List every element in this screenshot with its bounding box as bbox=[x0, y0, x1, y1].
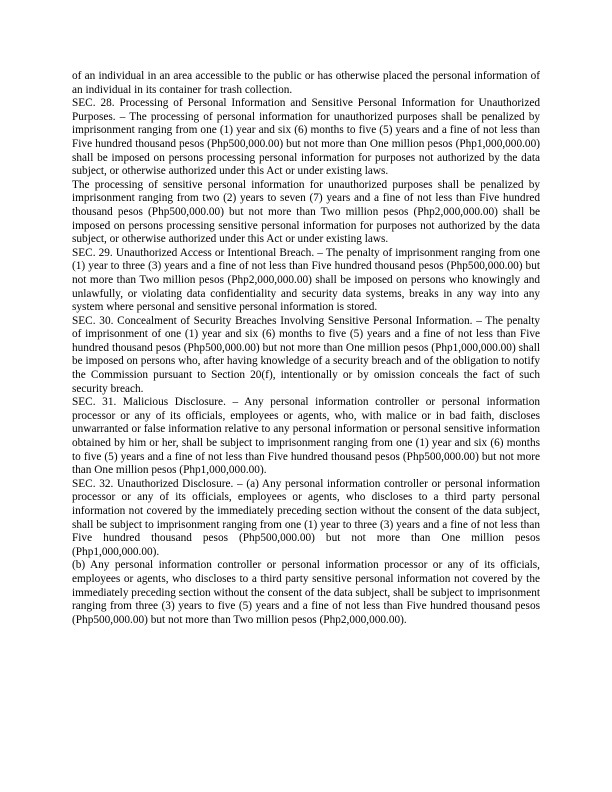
paragraph-sec-32b: (b) Any personal information controller or personal information processor or any of its officials, employees or agents, who discloses to a third party sensitive personal information not covered by the immediately preceding section without the consent of the data subject, shall be subject to imprisonment ranging from three (3) years to five (5) years and a fine of not less than Five hundred thousand pesos (Php500,000.00) but not more than Two million pesos (Php2,000,000.00). bbox=[72, 559, 540, 626]
paragraph-sec-28-sensitive: The processing of sensitive personal information for unauthorized purposes shall be penalized by imprisonment ranging from two (2) years to seven (7) years and a fine of not less than Five hundred thousand pesos (Php500,000.00) but not more than Two million pesos (Php2,000,000.00) shall be imposed on persons processing sensitive personal information for purposes not authorized by the data subject, or otherwise authorized under this Act or under existing laws. bbox=[72, 178, 540, 246]
paragraph-sec-28: SEC. 28. Processing of Personal Information and Sensitive Personal Information for Unauthorized Purposes. – The processing of personal information for unauthorized purposes shall be penalized by imprisonment ranging from one (1) year and six (6) months to five (5) years and a fine of not less than Five hundred thousand pesos (Php500,000.00) but not more than One million pesos (Php1,000,000.00) shall be imposed on persons processing personal information for purposes not authorized by the data subject, or otherwise authorized under this Act or under existing laws. bbox=[72, 97, 540, 178]
paragraph-continuation: of an individual in an area accessible to the public or has otherwise placed the personal information of an individual in its container for trash collection. bbox=[72, 70, 540, 96]
paragraph-sec-29: SEC. 29. Unauthorized Access or Intentional Breach. – The penalty of imprisonment ranging from one (1) year to three (3) years and a fine of not less than Five hundred thousand pesos (Php500,000.00) but not more than Two million pesos (Php2,000,000.00) shall be imposed on persons who knowingly and unlawfully, or violating data confidentiality and security data systems, breaks in any way into any system where personal and sensitive personal information is stored. bbox=[72, 246, 540, 314]
paragraph-sec-32a: SEC. 32. Unauthorized Disclosure. – (a) Any personal information controller or personal information processor or any of its officials, employees or agents, who discloses to a third party personal information not covered by the immediately preceding section without the consent of the data subject, shall be subject to imprisonment ranging from one (1) year to three (3) years and a fine of not less than Five hundred thousand pesos (Php500,000.00) but not more than One million pesos (Php1,000,000.00). bbox=[72, 477, 540, 558]
document-page bbox=[72, 70, 540, 627]
paragraph-sec-30: SEC. 30. Concealment of Security Breaches Involving Sensitive Personal Information. – The penalty of imprisonment of one (1) year and six (6) months to five (5) years and a fine of not less than Five hundred thousand pesos (Php500,000.00) but not more than One million pesos (Php1,000,000.00) shall be imposed on persons who, after having knowledge of a security breach and of the obligation to notify the Commission pursuant to Section 20(f), intentionally or by omission conceals the fact of such security breach. bbox=[72, 314, 540, 395]
paragraph-sec-31: SEC. 31. Malicious Disclosure. – Any personal information controller or personal information processor or any of its officials, employees or agents, who, with malice or in bad faith, discloses unwarranted or false information relative to any personal information or personal sensitive information obtained by him or her, shall be subject to imprisonment ranging from one (1) year and six (6) months to five (5) years and a fine of not less than Five hundred thousand pesos (Php500,000.00) but not more than One million pesos (Php1,000,000.00). bbox=[72, 396, 540, 477]
